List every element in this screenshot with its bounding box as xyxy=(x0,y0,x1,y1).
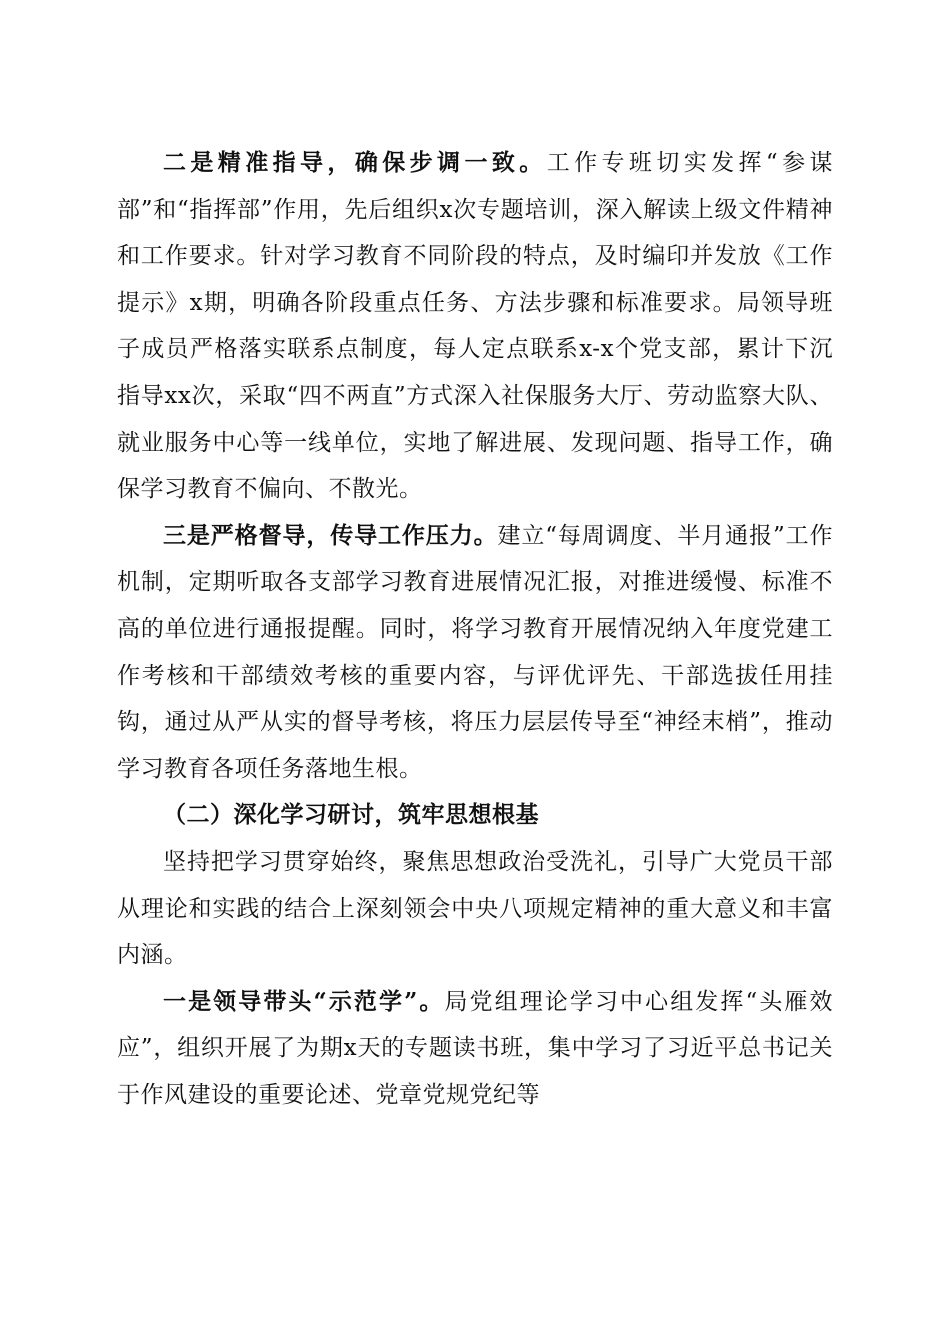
paragraph-lead: 一是领导带头“示范学”。 xyxy=(163,987,445,1015)
paragraph-lead: 三是严格督导，传导工作压力。 xyxy=(163,521,498,549)
document-page xyxy=(117,140,833,1118)
paragraph-strict-supervision xyxy=(117,513,833,793)
paragraph-body: 建立“每周调度、半月通报”工作机制，定期听取各支部学习教育进展情况汇报，对推进缓慢、标准不高的单位进行通报提醒。同时，将学习教育开展情况纳入年度党建工作考核和干部绩效考核的重要内容，与评优评先、干部选拔任用挂钩，通过从严从实的督导考核，将压力层层传导至“神经末梢”，推动学习教育各项任务落地生根。 xyxy=(117,522,833,782)
paragraph-body: 局党组理论学习中心组发挥“头雁效应”，组织开展了为期x天的专题读书班，集中学习了习近平总书记关于作风建设的重要论述、党章党规党纪等 xyxy=(117,988,833,1108)
paragraph-leadership-example xyxy=(117,979,833,1119)
section-heading: （二）深化学习研讨，筑牢思想根基 xyxy=(163,801,539,829)
paragraph-lead: 二是精准指导，确保步调一致。 xyxy=(163,149,547,176)
paragraph-body: 工作专班切实发挥“参谋部”和“指挥部”作用，先后组织x次专题培训，深入解读上级文件精神和工作要求。针对学习教育不同阶段的特点，及时编印并发放《工作提示》x期，明确各阶段重点任务、方法步骤和标准要求。局领导班子成员严格落实联系点制度，每人定点联系x-x个党支部，累计下沉指导xx次，采取“四不两直”方式深入社保服务大厅、劳动监察大队、就业服务中心等一线单位，实地了解进展、发现问题、指导工作，确保学习教育不偏向、不散光。 xyxy=(117,150,834,503)
section-intro: 坚持把学习贯穿始终，聚焦思想政治受洗礼，引导广大党员干部从理论和实践的结合上深刻领会中央八项规定精神的重大意义和丰富内涵。 xyxy=(117,848,833,969)
paragraph-precise-guidance xyxy=(117,140,833,513)
